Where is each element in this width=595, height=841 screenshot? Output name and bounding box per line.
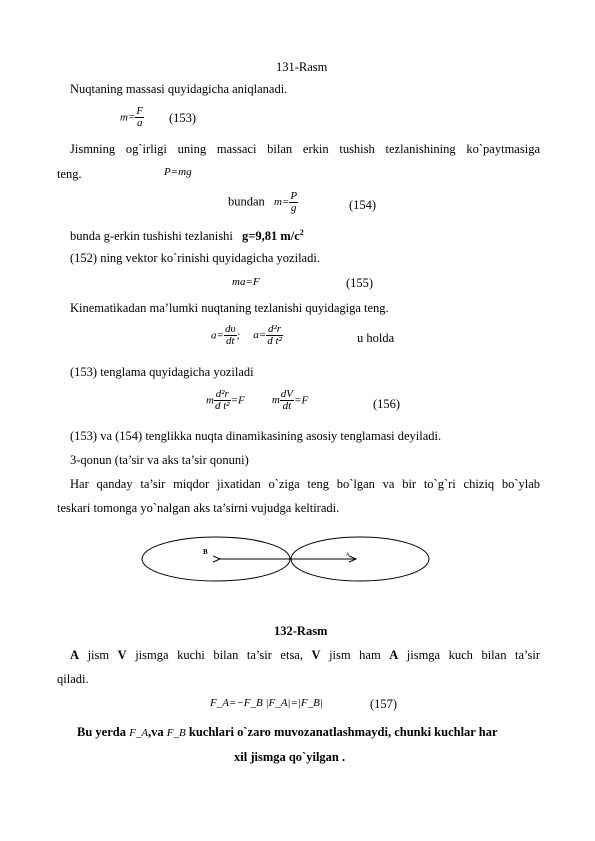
- equation-156: m $\frac{\text{d²r}}{\text{d t²}}$ =F m $\frac{dV}{dt}$ =F: [206, 388, 309, 412]
- equation-157: F_A=−F_B |F_A|=|F_B|: [210, 697, 323, 709]
- equation-label-155: (155): [346, 276, 374, 290]
- text-line: bunda g-erkin tushishi tezlanishi g=9,81 $m/c^2$: [70, 228, 304, 244]
- text-line: teng.: [57, 167, 82, 181]
- equation-pmg: P=mg: [164, 166, 192, 178]
- interaction-figure: [140, 533, 435, 585]
- text-line: Jismning og`irligi uning massaci bilan erkin tushish tezlanishining ko`paytmasiga: [70, 142, 540, 156]
- text-line: (153) tenglama quyidagicha yoziladi: [70, 365, 254, 379]
- text-u-holda: u holda: [357, 331, 395, 345]
- text-line: teskari tomonga yo`nalgan aks ta’sirni vujudga keltiradi.: [57, 501, 340, 515]
- text-line: Har qanday ta’sir miqdor jixatidan o`ziga teng bo`lgan va bir to`g`ri chiziq bo`ylab: [70, 477, 540, 491]
- law3-title: 3-qonun (ta’sir va aks ta’sir qonuni): [70, 453, 249, 467]
- text-line: Nuqtaning massasi quyidagicha aniqlanadi.: [70, 82, 288, 96]
- equation-label-153: (153): [169, 111, 197, 125]
- equation-154: bundan m= $\frac{P}{g}$: [228, 190, 298, 214]
- equation-label-157: (157): [370, 697, 398, 711]
- conclusion-line: Bu yerda F_A,va F_B kuchlari o`zaro muvozanatlashmaydi, chunki kuchlar har: [77, 725, 498, 739]
- text-line: Kinematikadan ma’lumki nuqtaning tezlanishi quyidagiga teng.: [70, 301, 389, 315]
- text-line: qiladi.: [57, 672, 89, 686]
- label-a: A: [346, 553, 350, 558]
- label-b: B: [203, 548, 208, 556]
- text-line: (153) va (154) tenglikka nuqta dinamikasining asosiy tenglamasi deyiladi.: [70, 429, 442, 443]
- equation-153: m= $\frac{F}{a}$: [120, 105, 144, 129]
- equation-acceleration: a= $\frac{d\upsilon}{dt}$ ; a= $\frac{\text{d²r}}{\text{d t²}}$: [211, 323, 282, 347]
- text-line: (152) ning vektor ko`rinishi quyidagicha yoziladi.: [70, 251, 320, 265]
- equation-label-156: (156): [373, 397, 401, 411]
- figure-caption-131: 131-Rasm: [276, 60, 328, 74]
- conclusion-line: xil jismga qo`yilgan .: [234, 750, 346, 764]
- figure-caption-132: 132-Rasm: [274, 624, 328, 638]
- equation-155: ma=F: [232, 276, 260, 288]
- text-line: A jism V jismga kuchi bilan ta’sir etsa, V jism ham A jismga kuch bilan ta’sir: [70, 648, 540, 662]
- equation-label-154: (154): [349, 198, 377, 212]
